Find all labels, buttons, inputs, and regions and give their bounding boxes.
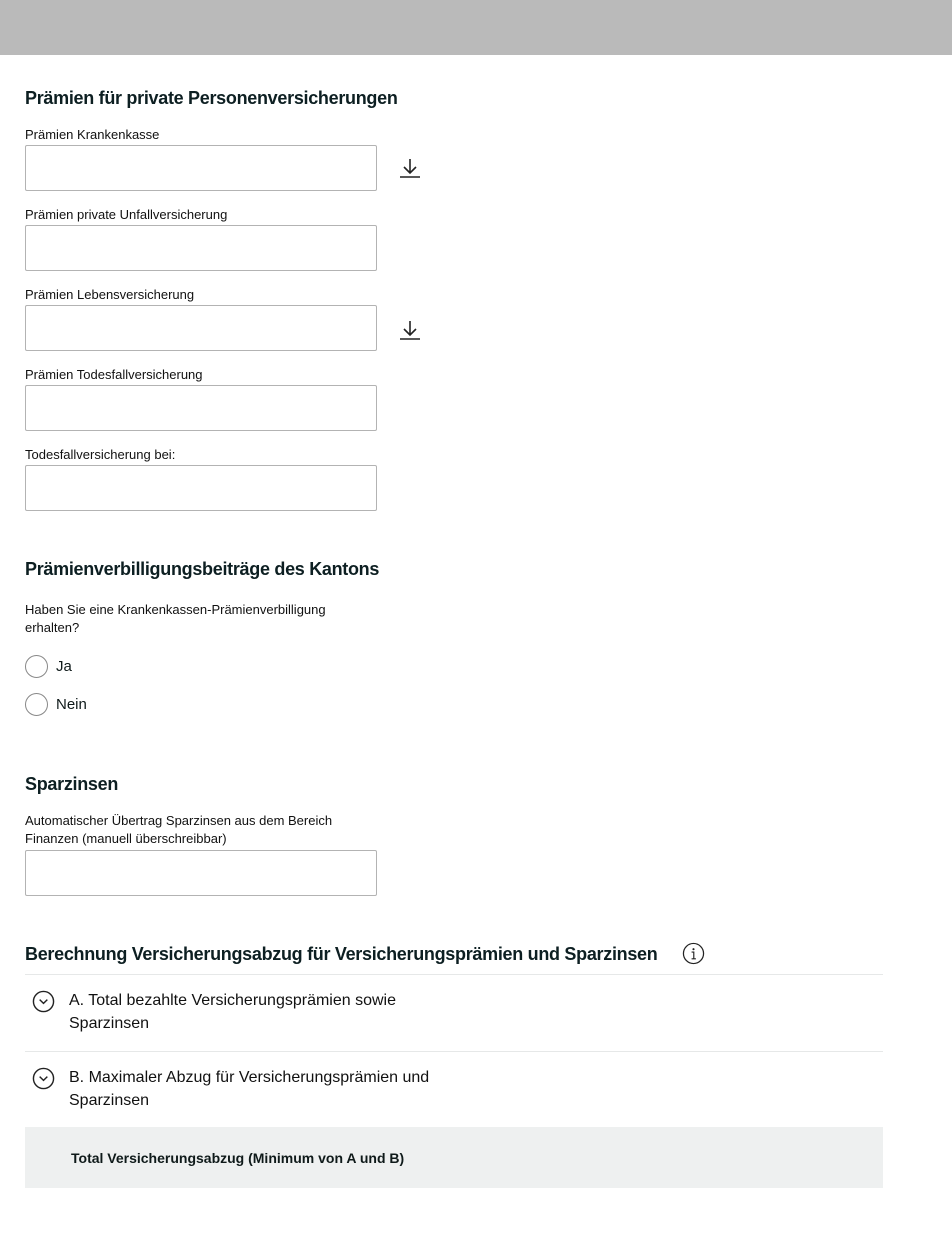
lebensversicherung-input[interactable]: [25, 305, 377, 351]
krankenkasse-input[interactable]: [25, 145, 377, 191]
info-icon[interactable]: [682, 942, 705, 965]
savings-label: [25, 812, 332, 848]
divider: [25, 1051, 883, 1052]
field-label: Prämien Krankenkasse: [25, 127, 160, 142]
field-label: Prämien Lebensversicherung: [25, 287, 195, 302]
todesfallversicherung-bei-input[interactable]: [25, 465, 377, 511]
accordion-title: Sparzinsen: [69, 1015, 150, 1032]
accordion-title: Sparzinsen: [69, 1092, 150, 1109]
download-icon[interactable]: [398, 318, 422, 342]
accordion-item-a[interactable]: [32, 989, 396, 1035]
radio-ja[interactable]: [25, 655, 72, 678]
accordion-title: B. Maximaler Abzug für Versicherungsprämien und: [69, 1069, 430, 1086]
chevron-down-circle-icon[interactable]: [32, 1067, 55, 1090]
section-title-premiums: Prämien für private Personenversicherungen: [25, 88, 398, 108]
radio-label: Ja: [56, 658, 72, 675]
todesfallversicherung-input[interactable]: [25, 385, 377, 431]
field-label: Prämien Todesfallversicherung: [25, 367, 203, 382]
chevron-down-circle-icon[interactable]: [32, 990, 55, 1013]
section-title-savings-interest: Sparzinsen: [25, 774, 119, 794]
total-row: [25, 1127, 883, 1188]
radio-label: Nein: [56, 696, 87, 713]
total-label: Total Versicherungsabzug (Minimum von A und B): [71, 1150, 405, 1166]
sparzinsen-input[interactable]: [25, 850, 377, 896]
modal-overlay: [0, 0, 952, 55]
field-label: Prämien private Unfallversicherung: [25, 207, 228, 222]
question-line: Haben Sie eine Krankenkassen-Prämienverbilligung: [25, 602, 326, 617]
label-line: Automatischer Übertrag Sparzinsen aus dem Bereich: [25, 813, 333, 828]
accordion-item-b[interactable]: [32, 1066, 429, 1112]
calculation-title-text: Berechnung Versicherungsabzug für Versicherungsprämien und Sparzinsen: [25, 944, 658, 964]
section-title-calculation: [25, 944, 657, 965]
label-line: Finanzen (manuell überschreibbar): [25, 831, 227, 846]
unfallversicherung-input[interactable]: [25, 225, 377, 271]
radio-circle[interactable]: [25, 693, 48, 716]
field-label: Todesfallversicherung bei:: [25, 447, 176, 462]
download-icon[interactable]: [398, 156, 422, 180]
divider: [25, 974, 883, 975]
section-title-premium-reduction: Prämienverbilligungsbeiträge des Kantons: [25, 559, 380, 579]
question-line: erhalten?: [25, 620, 80, 635]
radio-circle[interactable]: [25, 655, 48, 678]
accordion-title: A. Total bezahlte Versicherungsprämien sowie: [69, 992, 396, 1009]
question-label: [25, 601, 326, 637]
radio-nein[interactable]: [25, 693, 87, 716]
